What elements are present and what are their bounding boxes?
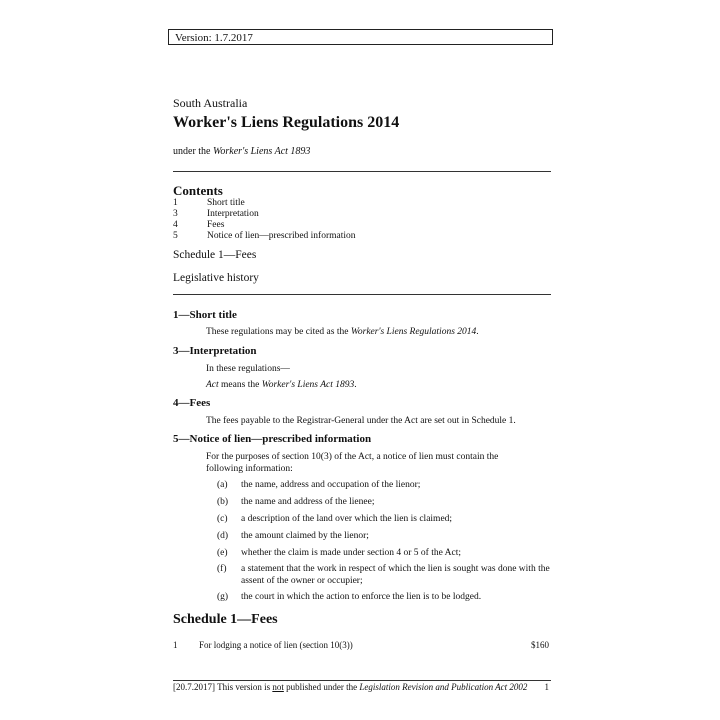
footer-text-part: published under the bbox=[286, 682, 358, 692]
version-label: Version: 1.7.2017 bbox=[168, 29, 553, 45]
toc-label: Fees bbox=[207, 220, 225, 230]
footer-act: Legislation Revision and Publication Act 2002 bbox=[359, 682, 528, 692]
section-heading: 3—Interpretation bbox=[173, 345, 257, 357]
paragraph-label: (f) bbox=[217, 564, 227, 574]
paragraph-text: whether the claim is made under section 4 or 5 of the Act; bbox=[241, 548, 462, 558]
toc-item[interactable] bbox=[173, 231, 356, 242]
paragraph-text: the amount claimed by the lienor; bbox=[241, 531, 369, 541]
text-prefix: These regulations may be cited as the bbox=[206, 327, 349, 337]
defined-term: Act bbox=[206, 380, 219, 390]
toc-label: Short title bbox=[207, 198, 245, 208]
footer-not: not bbox=[272, 682, 284, 692]
section-text: The fees payable to the Registrar-General under the Act are set out in Schedule 1. bbox=[206, 416, 516, 426]
section-text bbox=[206, 326, 479, 338]
toc-legislative-history[interactable]: Legislative history bbox=[173, 272, 259, 284]
paragraph-label: (b) bbox=[217, 497, 229, 507]
toc-item[interactable] bbox=[173, 209, 259, 220]
toc-label: Interpretation bbox=[207, 209, 259, 219]
fee-description: For lodging a notice of lien (section 10(3)) bbox=[199, 640, 353, 650]
text-suffix: . bbox=[354, 380, 357, 390]
definition-text: means the bbox=[221, 380, 260, 390]
schedule-heading: Schedule 1—Fees bbox=[173, 612, 278, 627]
paragraph-text: the name and address of the lienee; bbox=[241, 497, 375, 507]
fee-amount: $160 bbox=[531, 640, 549, 650]
paragraph-label: (e) bbox=[217, 548, 228, 558]
footer-divider bbox=[173, 680, 551, 681]
document-title: Worker's Liens Regulations 2014 bbox=[173, 114, 400, 131]
divider bbox=[173, 171, 551, 172]
enabling-act: Worker's Liens Act 1893 bbox=[213, 146, 311, 157]
toc-number: 3 bbox=[173, 209, 178, 219]
paragraph-label: (a) bbox=[217, 480, 228, 490]
toc-number: 5 bbox=[173, 231, 178, 241]
contents-heading: Contents bbox=[173, 183, 223, 198]
paragraph-label: (c) bbox=[217, 514, 228, 524]
paragraph-text: the name, address and occupation of the lienor; bbox=[241, 480, 421, 490]
text-suffix: . bbox=[476, 327, 479, 337]
footer-date: [20.7.2017] bbox=[173, 682, 215, 692]
section-text: For the purposes of section 10(3) of the Act, a notice of lien must contain the bbox=[206, 452, 499, 462]
section-heading: 5—Notice of lien—prescribed information bbox=[173, 433, 372, 445]
footer-text-part: This version is bbox=[217, 682, 271, 692]
toc-number: 4 bbox=[173, 220, 178, 230]
toc-item[interactable] bbox=[173, 220, 224, 231]
section-text: In these regulations— bbox=[206, 364, 290, 374]
definition bbox=[206, 379, 357, 391]
divider bbox=[173, 294, 551, 295]
page-number: 1 bbox=[544, 682, 549, 692]
section-text: following information: bbox=[206, 464, 293, 474]
paragraph-text: the court in which the action to enforce the lien is to be lodged. bbox=[241, 592, 482, 602]
fee-number: 1 bbox=[173, 640, 178, 650]
citation-name: Worker's Liens Regulations 2014 bbox=[350, 327, 477, 337]
act-name: Worker's Liens Act 1893 bbox=[261, 380, 355, 390]
jurisdiction: South Australia bbox=[173, 96, 248, 110]
toc-label: Notice of lien—prescribed information bbox=[207, 231, 356, 241]
paragraph-label: (d) bbox=[217, 531, 229, 541]
section-heading: 1—Short title bbox=[173, 309, 237, 321]
paragraph-text: a statement that the work in respect of which the lien is sought was done with the assent of the owner or occupier; bbox=[241, 564, 550, 586]
toc-schedule[interactable]: Schedule 1—Fees bbox=[173, 249, 257, 261]
paragraph-label: (g) bbox=[217, 592, 229, 602]
toc-item[interactable] bbox=[173, 198, 245, 209]
paragraph-text: a description of the land over which the lien is claimed; bbox=[241, 514, 453, 524]
under-prefix: under the bbox=[173, 146, 211, 157]
section-heading: 4—Fees bbox=[173, 397, 211, 409]
footer-text bbox=[173, 682, 527, 692]
enabling-act-line bbox=[173, 146, 310, 157]
toc-number: 1 bbox=[173, 198, 178, 208]
